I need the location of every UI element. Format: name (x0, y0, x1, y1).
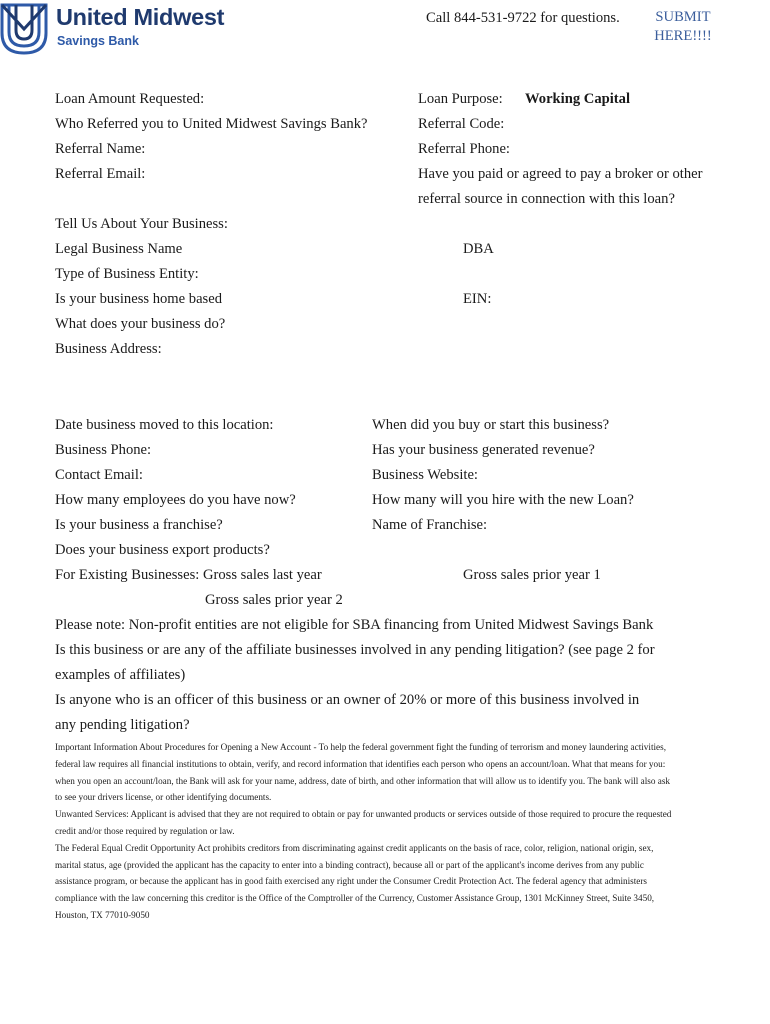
account-procedures-disclosure: Important Information About Procedures for Opening a New Account - To help the federal government fight the funding of terrorism and money laundering activities, federal law requires all financial institutions to obtain, verify, and record information that identifies each person who opens an account/loan. What that means for you: when you open an account/loan, the Bank will ask for your name, address, date of birth, and other information that will allow us to identify you. The bank will also ask to see your drivers license, or other identifying documents. (55, 742, 670, 803)
business-description-label: What does your business do? (55, 316, 226, 332)
bank-subtitle: Savings Bank (57, 34, 139, 48)
business-address-label: Business Address: (55, 341, 162, 357)
employees-now-label: How many employees do you have now? (55, 492, 296, 508)
submit-line-1: SUBMIT (655, 9, 711, 25)
unwanted-services-disclosure: Unwanted Services: Applicant is advised that they are not required to obtain or pay for unwanted products or services outside of those required to procure the requested credit and/or those required by regulation or law. (55, 809, 672, 836)
ein-label: EIN: (463, 291, 492, 307)
business-entity-label: Type of Business Entity: (55, 266, 199, 282)
call-for-questions: Call 844-531-9722 for questions. (426, 10, 620, 26)
disclosures (55, 739, 675, 924)
home-based-label: Is your business home based (55, 291, 222, 307)
business-section-heading: Tell Us About Your Business: (55, 216, 228, 232)
nonprofit-note: Please note: Non-profit entities are not eligible for SBA financing from United Midwest Savings Bank (55, 617, 654, 633)
loan-amount-label: Loan Amount Requested: (55, 91, 205, 107)
legal-business-name-label: Legal Business Name (55, 241, 183, 257)
loan-purpose-label: Loan Purpose: (418, 91, 503, 107)
business-start-label: When did you buy or start this business? (372, 417, 610, 433)
officer-litigation-line-2: any pending litigation? (55, 717, 190, 733)
gross-sales-prior-2-label: Gross sales prior year 2 (205, 592, 343, 608)
gross-sales-prior-1-label: Gross sales prior year 1 (463, 567, 601, 583)
referral-phone-label: Referral Phone: (418, 141, 510, 157)
referred-by-label: Who Referred you to United Midwest Savings Bank? (55, 116, 368, 132)
dba-label: DBA (463, 241, 494, 257)
referral-code-label: Referral Code: (418, 116, 505, 132)
broker-question-line-2: referral source in connection with this loan? (418, 191, 675, 207)
franchise-name-label: Name of Franchise: (372, 517, 488, 533)
referral-email-label: Referral Email: (55, 166, 146, 182)
submit-button[interactable] (640, 8, 726, 46)
ecoa-disclosure: The Federal Equal Credit Opportunity Act prohibits creditors from discriminating against credit applicants on the basis of race, color, religion, national origin, sex, marital status, age (provided the applicant has the capacity to enter into a binding contract), because all or part of the applicant's income derives from any public assistance program, or because the applicant has in good faith exercised any right under the Consumer Credit Protection Act. The federal agency that administers compliance with the law concerning this creditor is the Office of the Comptroller of the Currency, Customer Assistance Group, 1301 McKinney Street, Suite 3450, Houston, TX 77010-9050 (55, 842, 655, 920)
broker-question-line-1: Have you paid or agreed to pay a broker or other (418, 166, 703, 182)
business-phone-label: Business Phone: (55, 442, 152, 458)
business-website-label: Business Website: (372, 467, 478, 483)
submit-line-2: HERE!!!! (654, 28, 712, 44)
bank-name: United Midwest (56, 4, 225, 30)
franchise-question-label: Is your business a franchise? (55, 517, 223, 533)
referral-name-label: Referral Name: (55, 141, 146, 157)
contact-email-label: Contact Email: (55, 467, 143, 483)
date-moved-label: Date business moved to this location: (55, 417, 274, 433)
revenue-question-label: Has your business generated revenue? (372, 442, 595, 458)
litigation-question-line-2: examples of affiliates) (55, 667, 186, 683)
bank-logo-icon (0, 3, 48, 55)
loan-purpose-value[interactable]: Working Capital (525, 91, 631, 107)
litigation-question-line-1: Is this business or are any of the affiliate businesses involved in any pending litigation? (see page 2 for (55, 642, 655, 658)
gross-sales-last-year-label: For Existing Businesses: Gross sales last year (55, 567, 322, 583)
export-question-label: Does your business export products? (55, 542, 270, 558)
new-hires-label: How many will you hire with the new Loan? (372, 492, 634, 508)
officer-litigation-line-1: Is anyone who is an officer of this business or an owner of 20% or more of this business involved in (55, 692, 640, 708)
